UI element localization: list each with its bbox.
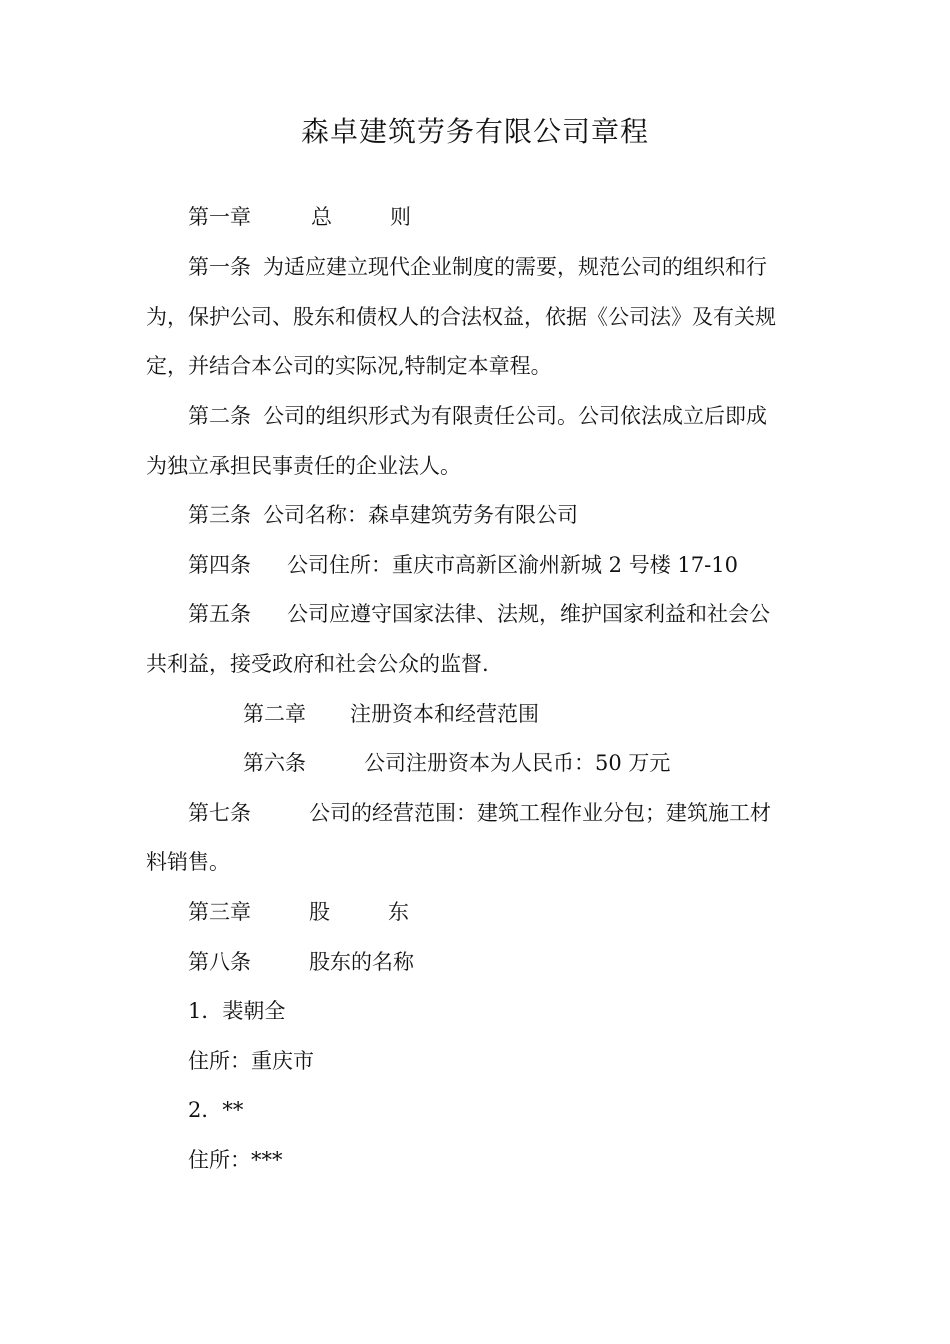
article-label: 第五条	[188, 602, 251, 626]
chapter-label: 第一章	[188, 205, 251, 229]
article-5-line-2: 共利益，接受政府和社会公众的监督.	[146, 652, 489, 676]
chapter-label: 第三章	[188, 900, 251, 924]
article-4	[188, 550, 738, 580]
article-text: 公司名称：森卓建筑劳务有限公司	[263, 503, 578, 527]
shareholder-1-address: 住所：重庆市	[188, 1049, 314, 1073]
document-title: 森卓建筑劳务有限公司章程	[300, 115, 649, 148]
article-text: 公司住所：重庆市高新区渝州新城 2 号楼 17-10	[287, 553, 738, 577]
article-label: 第一条	[188, 255, 251, 279]
article-text: 股东的名称	[309, 950, 414, 974]
article-7-line-2: 料销售。	[146, 850, 230, 874]
article-label: 第七条	[188, 801, 251, 825]
chapter-label: 第二章	[243, 702, 306, 726]
article-label: 第二条	[188, 404, 251, 428]
article-label: 第四条	[188, 553, 251, 577]
chapter-2-heading	[243, 699, 539, 729]
article-1-line-3: 定，并结合本公司的实际况,特制定本章程。	[146, 354, 552, 378]
article-text: 为适应建立现代企业制度的需要，规范公司的组织和行	[263, 255, 767, 279]
article-text: 公司的经营范围：建筑工程作业分包；建筑施工材	[309, 801, 771, 825]
article-1-line-1	[188, 252, 767, 282]
article-2-line-2: 为独立承担民事责任的企业法人。	[146, 454, 461, 478]
shareholder-1-name: 1．裴朝全	[188, 999, 286, 1023]
article-7-line-1	[188, 798, 771, 828]
chapter-title: 注册资本和经营范围	[350, 702, 539, 726]
article-label: 第八条	[188, 950, 251, 974]
chapter-3-heading	[188, 897, 409, 927]
article-text: 公司应遵守国家法律、法规，维护国家利益和社会公	[287, 602, 770, 626]
article-label: 第三条	[188, 503, 251, 527]
chapter-title-char: 总	[311, 205, 332, 229]
article-6	[243, 748, 670, 778]
article-text: 公司注册资本为人民币：50 万元	[364, 751, 671, 775]
shareholder-2-address: 住所：***	[188, 1148, 283, 1172]
article-text: 公司的组织形式为有限责任公司。公司依法成立后即成	[263, 404, 767, 428]
chapter-1-heading	[188, 202, 411, 232]
article-5-line-1	[188, 599, 770, 629]
article-label: 第六条	[243, 751, 306, 775]
article-1-line-2: 为，保护公司、股东和债权人的合法权益，依据《公司法》及有关规	[146, 305, 776, 329]
chapter-title-char: 东	[388, 900, 409, 924]
article-3	[188, 500, 578, 530]
chapter-title-char: 则	[390, 205, 411, 229]
chapter-title-char: 股	[309, 900, 330, 924]
article-8	[188, 947, 414, 977]
shareholder-2-name: 2．**	[188, 1098, 244, 1122]
article-2-line-1	[188, 401, 767, 431]
